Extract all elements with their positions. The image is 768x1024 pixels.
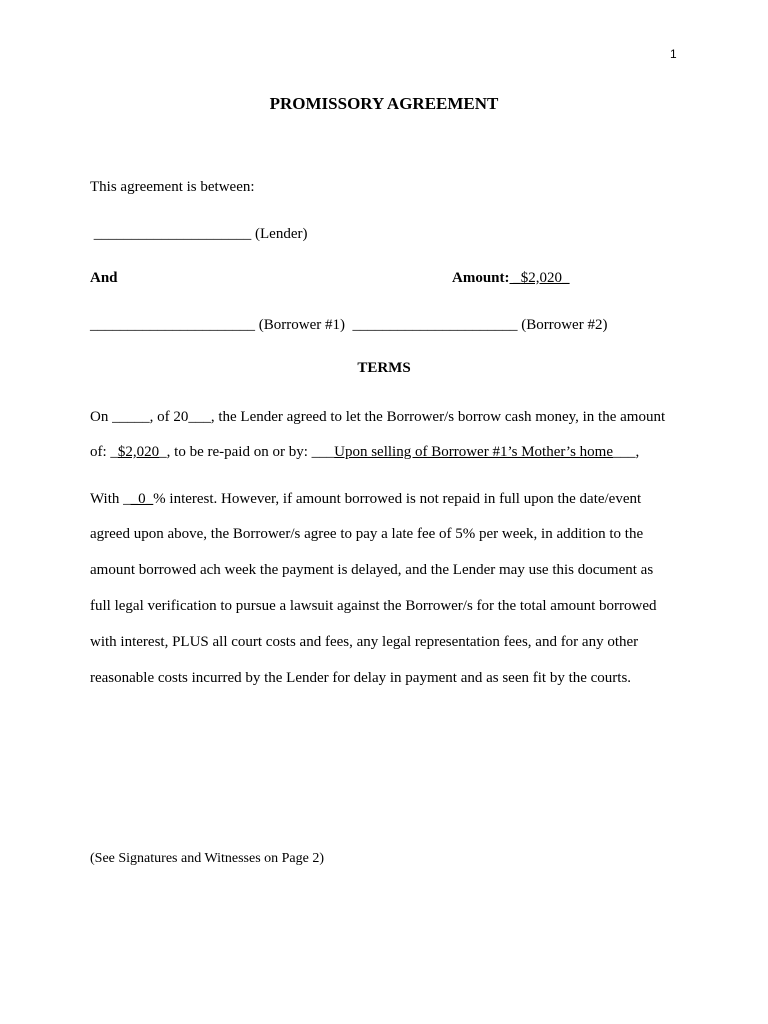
body-line: reasonable costs incurred by the Lender for delay in payment and as seen fit by the courts. bbox=[90, 670, 632, 686]
interest-line-part2: % interest. However, if amount borrowed is not repaid in full upon the date/event bbox=[153, 491, 642, 507]
borrowers-line: ______________________ (Borrower #1) ______________________ (Borrower #2) bbox=[90, 317, 608, 333]
intro-text: This agreement is between: bbox=[90, 179, 255, 195]
amount-suffix: _ bbox=[562, 270, 570, 286]
amount-line bbox=[452, 268, 570, 288]
due-condition: Upon selling of Borrower #1’s Mother’s home bbox=[334, 444, 613, 460]
terms-line-2-part1: of: _ bbox=[90, 444, 118, 460]
terms-line-2-part3: ___, bbox=[613, 444, 640, 460]
and-label: And bbox=[90, 270, 118, 286]
amount-label: Amount: bbox=[452, 270, 510, 286]
terms-heading: TERMS bbox=[357, 360, 411, 376]
body-line: full legal verification to pursue a lawsuit against the Borrower/s for the total amount borrowed bbox=[90, 598, 657, 614]
terms-line-2-part2: _, to be re-paid on or by: ___ bbox=[159, 444, 335, 460]
interest-rate: _0_ bbox=[130, 491, 154, 507]
terms-line-1: On _____, of 20___, the Lender agreed to let the Borrower/s borrow cash money, in the amount bbox=[90, 409, 666, 425]
body-line: amount borrowed ach week the payment is delayed, and the Lender may use this document as bbox=[90, 562, 654, 578]
page-number: 1 bbox=[670, 47, 677, 61]
interest-line bbox=[90, 489, 641, 509]
footer-note: (See Signatures and Witnesses on Page 2) bbox=[90, 851, 325, 866]
amount-prefix: _ bbox=[509, 270, 521, 286]
loan-amount: $2,020 bbox=[117, 444, 160, 460]
lender-line: _____________________ (Lender) bbox=[90, 226, 308, 242]
interest-line-part1: With _ bbox=[90, 491, 131, 507]
amount-value: $2,020 bbox=[520, 270, 563, 286]
body-line: agreed upon above, the Borrower/s agree to pay a late fee of 5% per week, in addition to the bbox=[90, 526, 644, 542]
terms-line-2 bbox=[90, 442, 639, 462]
document-title: PROMISSORY AGREEMENT bbox=[269, 94, 499, 113]
body-line: with interest, PLUS all court costs and fees, any legal representation fees, and for any other bbox=[90, 634, 639, 650]
